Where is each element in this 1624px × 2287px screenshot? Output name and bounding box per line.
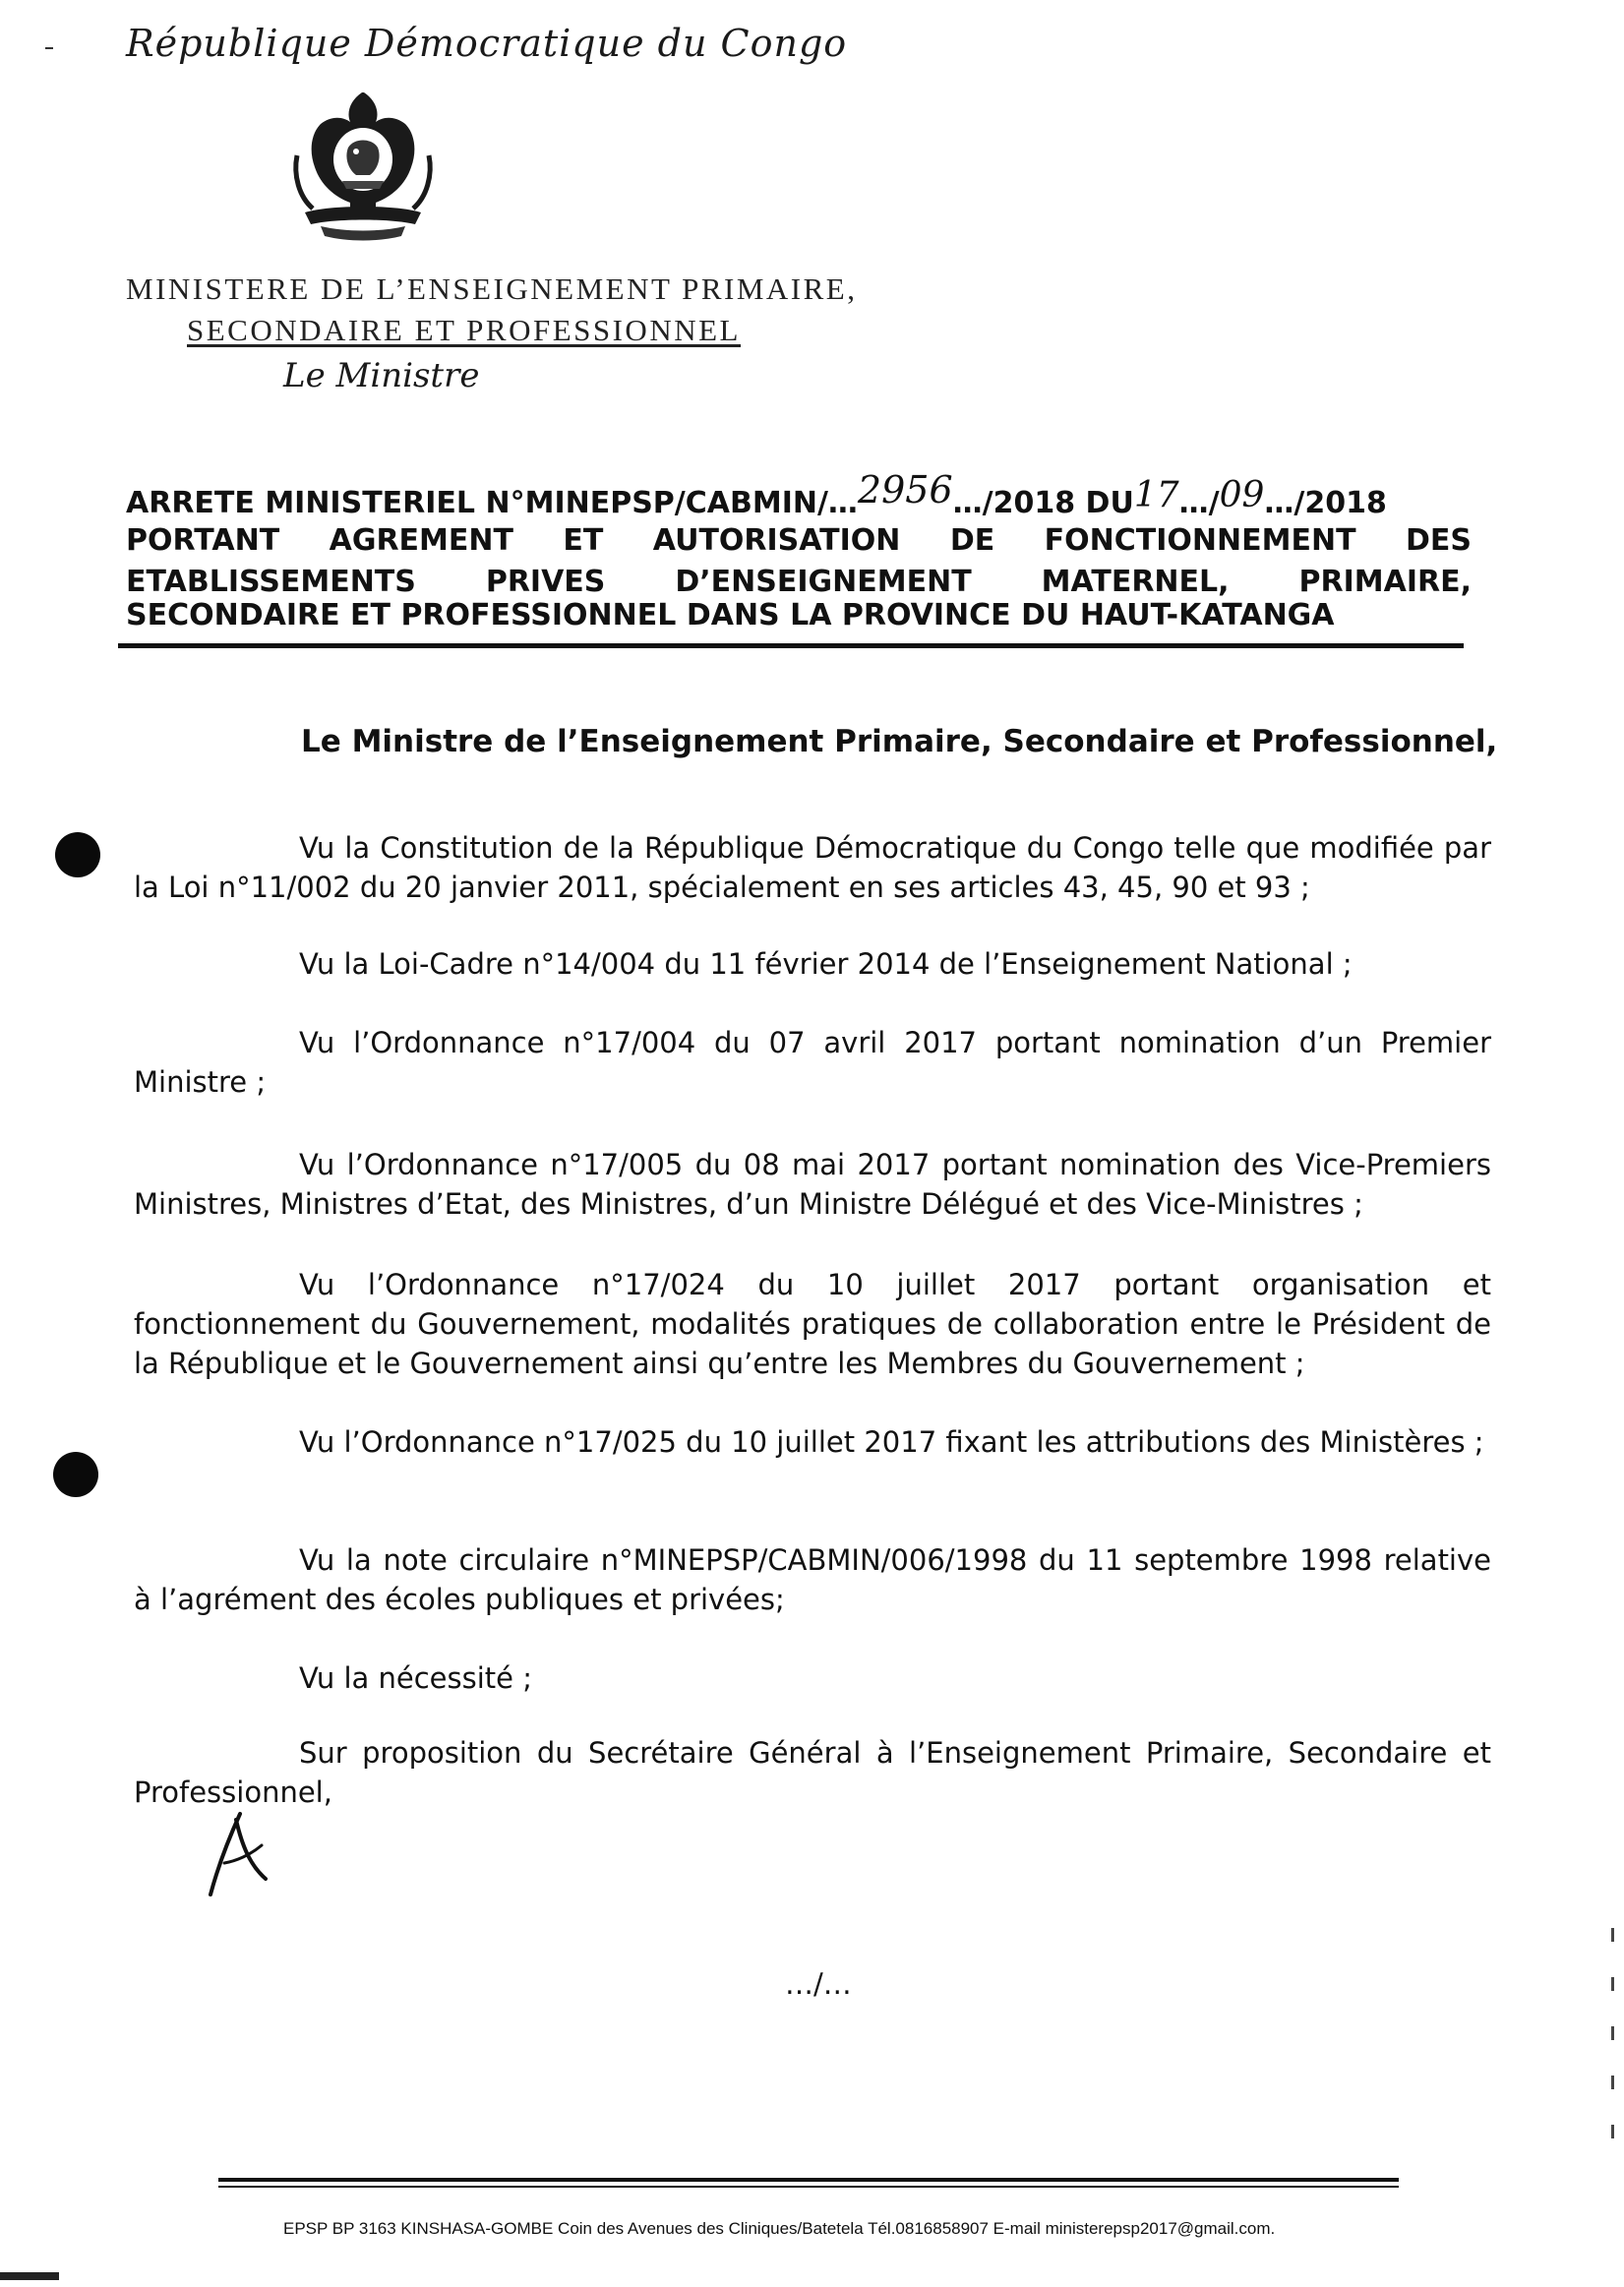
consideration-paragraph (134, 1540, 1491, 1619)
minister-signature: Le Ministre (283, 356, 480, 395)
consideration-text: Vu la nécessité ; (299, 1661, 532, 1695)
footer-rule-thin (218, 2186, 1399, 2188)
decree-suffix: …/2018 (1264, 486, 1387, 520)
consideration-paragraph (134, 944, 1491, 984)
coat-of-arms-emblem-icon (291, 87, 435, 246)
consideration-paragraph (134, 1422, 1491, 1462)
consideration-text: Vu la Constitution de la République Démocratique du Congo telle que modifiée par la Loi n°11/002 du 20 janvier 2011, spécialement en ses articles 43, 45, 90 et 93 ; (134, 831, 1491, 904)
consideration-text: Vu l’Ordonnance n°17/025 du 10 juillet 2017 fixant les attributions des Ministères ; (299, 1425, 1484, 1459)
decree-month-handwritten: 09 (1219, 475, 1265, 515)
decree-number-handwritten: 2956 (857, 468, 953, 512)
decree-day-handwritten: 17 (1133, 475, 1179, 515)
consideration-paragraph (134, 1145, 1491, 1224)
decree-title-line2: PORTANT AGREMENT ET AUTORISATION DE FONCTIONNEMENT DES (126, 523, 1472, 558)
consideration-paragraph (134, 828, 1491, 907)
scan-speck (45, 47, 53, 49)
consideration-text: Vu la note circulaire n°MINEPSP/CABMIN/006/1998 du 11 septembre 1998 relative à l’agrément des écoles publiques et privées; (134, 1543, 1491, 1616)
title-underline (118, 643, 1464, 648)
consideration-paragraph (134, 1265, 1491, 1383)
decree-year-part: …/2018 DU (952, 486, 1134, 520)
continued-marker: …/… (785, 1967, 852, 2001)
consideration-text: Vu l’Ordonnance n°17/004 du 07 avril 2017 portant nomination d’un Premier Ministre ; (134, 1026, 1491, 1099)
footer-rule (218, 2178, 1399, 2182)
consideration-paragraph (134, 1658, 1491, 1698)
handwritten-initial-mark (197, 1806, 285, 1900)
decree-title-line4: SECONDAIRE ET PROFESSIONNEL DANS LA PROVINCE DU HAUT-KATANGA (126, 598, 1335, 632)
scan-margin-mark (1611, 2076, 1614, 2089)
consideration-paragraph (134, 1023, 1491, 1102)
consideration-text: Vu l’Ordonnance n°17/005 du 08 mai 2017 portant nomination des Vice-Premiers Ministres, Ministres d’Etat, des Ministres, d’un Ministre Délégué et des Vice-Ministres ; (134, 1148, 1491, 1221)
scan-margin-mark (1611, 1977, 1614, 1991)
decree-title-line3: ETABLISSEMENTS PRIVES D’ENSEIGNEMENT MATERNEL, PRIMAIRE, (126, 565, 1472, 599)
preamble: Le Ministre de l’Enseignement Primaire, Secondaire et Professionnel, (301, 724, 1498, 759)
scan-margin-mark (1611, 1928, 1614, 1942)
punch-hole-mark (55, 832, 100, 877)
footer-contact: EPSP BP 3163 KINSHASA-GOMBE Coin des Avenues des Cliniques/Batetela Tél.0816858907 E-mail ministerepsp2017@gmail.com. (283, 2219, 1276, 2238)
decree-sep: …/ (1178, 486, 1220, 520)
consideration-text: Vu la Loi-Cadre n°14/004 du 11 février 2014 de l’Enseignement National ; (299, 947, 1353, 981)
scan-corner-mark (0, 2272, 59, 2280)
decree-number-dots: … (827, 486, 858, 520)
scan-margin-mark (1611, 2125, 1614, 2138)
consideration-text: Sur proposition du Secrétaire Général à l’Enseignement Primaire, Secondaire et Professionnel, (134, 1736, 1491, 1809)
decree-title-line1 (126, 468, 1472, 521)
consideration-text: Vu l’Ordonnance n°17/024 du 10 juillet 2017 portant organisation et fonctionnement du Gouvernement, modalités pratiques de collaboration entre le Président de la République et le Gouvernement ainsi qu’entre les Membres du Gouvernement ; (134, 1268, 1491, 1380)
republic-header: République Démocratique du Congo (126, 22, 848, 65)
ministry-name-line1: MINISTERE DE L’ENSEIGNEMENT PRIMAIRE, (126, 271, 858, 306)
decree-prefix: ARRETE MINISTERIEL N°MINEPSP/CABMIN/ (126, 486, 828, 520)
punch-hole-mark (53, 1452, 98, 1497)
consideration-paragraph (134, 1733, 1491, 1812)
scan-margin-mark (1611, 2026, 1614, 2040)
ministry-name-line2: SECONDAIRE ET PROFESSIONNEL (187, 313, 741, 347)
